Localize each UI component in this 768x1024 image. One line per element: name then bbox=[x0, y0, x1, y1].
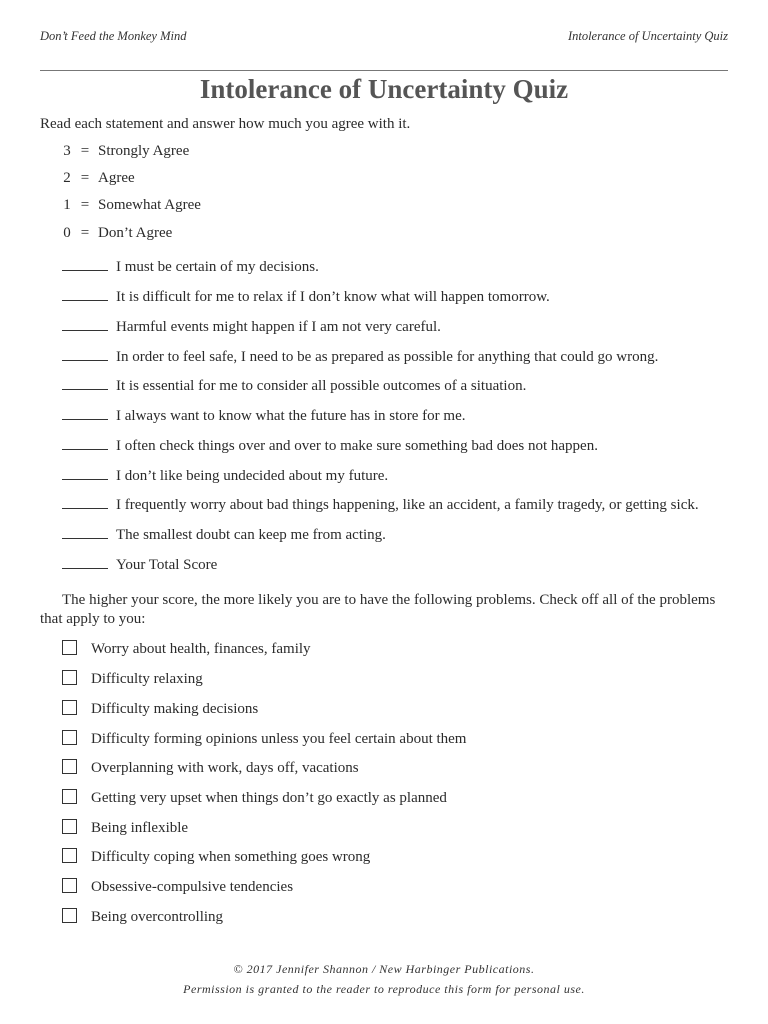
problem-item bbox=[62, 908, 223, 926]
permission-notice: Permission is granted to the reader to reproduce this form for personal use. bbox=[183, 982, 585, 996]
scale-value: 0 bbox=[63, 225, 71, 241]
problem-item bbox=[62, 848, 370, 866]
problem-label: Difficulty making decisions bbox=[91, 701, 259, 717]
problem-item bbox=[62, 700, 258, 718]
checkbox[interactable] bbox=[62, 759, 77, 774]
total-score-label: Your Total Score bbox=[116, 557, 218, 573]
statement-row bbox=[62, 408, 466, 425]
checkbox[interactable] bbox=[62, 670, 77, 685]
answer-blank[interactable] bbox=[62, 468, 108, 480]
problem-item bbox=[62, 730, 466, 748]
answer-blank[interactable] bbox=[62, 527, 108, 539]
statement-row bbox=[62, 497, 699, 514]
header-section-title: Intolerance of Uncertainty Quiz bbox=[567, 29, 728, 43]
problems-intro: The higher your score, the more likely you are to have the following problems. Check off all of the problems that apply to you: bbox=[40, 592, 716, 627]
problem-label: Being inflexible bbox=[91, 820, 189, 836]
problem-label: Getting very upset when things don’t go exactly as planned bbox=[91, 790, 447, 806]
checkbox[interactable] bbox=[62, 789, 77, 804]
statement-row bbox=[62, 378, 526, 395]
instructions: Read each statement and answer how much you agree with it. bbox=[40, 116, 411, 132]
problem-label: Difficulty forming opinions unless you feel certain about them bbox=[91, 731, 467, 747]
scale-label: Agree bbox=[98, 170, 135, 186]
checkbox[interactable] bbox=[62, 819, 77, 834]
problem-item bbox=[62, 640, 311, 658]
statement-text: It is essential for me to consider all possible outcomes of a situation. bbox=[116, 378, 527, 394]
problem-item bbox=[62, 819, 188, 837]
copyright-notice: © 2017 Jennifer Shannon / New Harbinger Publications. bbox=[233, 962, 535, 976]
answer-blank[interactable] bbox=[62, 408, 108, 420]
statement-text: I always want to know what the future has in store for me. bbox=[116, 408, 466, 424]
problem-item bbox=[62, 670, 203, 688]
scale-row: 1 = Somewhat Agree bbox=[63, 197, 201, 213]
checkbox[interactable] bbox=[62, 640, 77, 655]
problem-label: Difficulty coping when something goes wrong bbox=[91, 849, 371, 865]
statement-row bbox=[62, 259, 319, 276]
scale-label: Strongly Agree bbox=[98, 143, 190, 159]
answer-blank[interactable] bbox=[62, 289, 108, 301]
problem-label: Being overcontrolling bbox=[91, 909, 224, 925]
statement-text: I often check things over and over to make sure something bad does not happen. bbox=[116, 438, 598, 454]
page-title: Intolerance of Uncertainty Quiz bbox=[199, 74, 569, 104]
answer-blank[interactable] bbox=[62, 259, 108, 271]
scale-value: 1 bbox=[63, 197, 71, 213]
checkbox[interactable] bbox=[62, 848, 77, 863]
problem-item bbox=[62, 878, 293, 896]
problem-label: Difficulty relaxing bbox=[91, 671, 203, 687]
statement-text: The smallest doubt can keep me from acting. bbox=[116, 527, 386, 543]
statement-row bbox=[62, 319, 441, 336]
statement-text: It is difficult for me to relax if I don’t know what will happen tomorrow. bbox=[116, 289, 550, 305]
scale-row: 3 = Strongly Agree bbox=[63, 143, 190, 159]
checkbox[interactable] bbox=[62, 700, 77, 715]
header-book-title: Don’t Feed the Monkey Mind bbox=[40, 29, 187, 43]
answer-blank[interactable] bbox=[62, 378, 108, 390]
statement-text: Harmful events might happen if I am not very careful. bbox=[116, 319, 441, 335]
statement-text: I must be certain of my decisions. bbox=[116, 259, 319, 275]
answer-blank[interactable] bbox=[62, 438, 108, 450]
checkbox[interactable] bbox=[62, 730, 77, 745]
total-score-row bbox=[62, 557, 217, 574]
statement-text: I frequently worry about bad things happening, like an accident, a family tragedy, or getting sick. bbox=[116, 497, 699, 513]
statement-row bbox=[62, 438, 598, 455]
checkbox[interactable] bbox=[62, 878, 77, 893]
scale-row: 0 = Don’t Agree bbox=[63, 225, 173, 241]
scale-label: Somewhat Agree bbox=[98, 197, 201, 213]
problem-label: Worry about health, finances, family bbox=[91, 641, 311, 657]
scale-value: 2 bbox=[63, 170, 71, 186]
statement-text: I don’t like being undecided about my future. bbox=[116, 468, 389, 484]
answer-blank[interactable] bbox=[62, 349, 108, 361]
statement-row bbox=[62, 289, 550, 306]
problem-label: Obsessive-compulsive tendencies bbox=[91, 879, 294, 895]
scale-row: 2 = Agree bbox=[63, 170, 135, 186]
statement-row bbox=[62, 349, 658, 366]
scale-value: 3 bbox=[63, 143, 71, 159]
header-divider bbox=[40, 70, 728, 71]
statement-row bbox=[62, 527, 386, 544]
problem-item bbox=[62, 759, 359, 777]
answer-blank[interactable] bbox=[62, 319, 108, 331]
statement-text: In order to feel safe, I need to be as prepared as possible for anything that could go wrong. bbox=[116, 349, 659, 365]
checkbox[interactable] bbox=[62, 908, 77, 923]
total-score-blank[interactable] bbox=[62, 557, 108, 569]
problem-item bbox=[62, 789, 447, 807]
scale-label: Don’t Agree bbox=[98, 225, 173, 241]
answer-blank[interactable] bbox=[62, 497, 108, 509]
problem-label: Overplanning with work, days off, vacations bbox=[91, 760, 359, 776]
statement-row bbox=[62, 468, 388, 485]
